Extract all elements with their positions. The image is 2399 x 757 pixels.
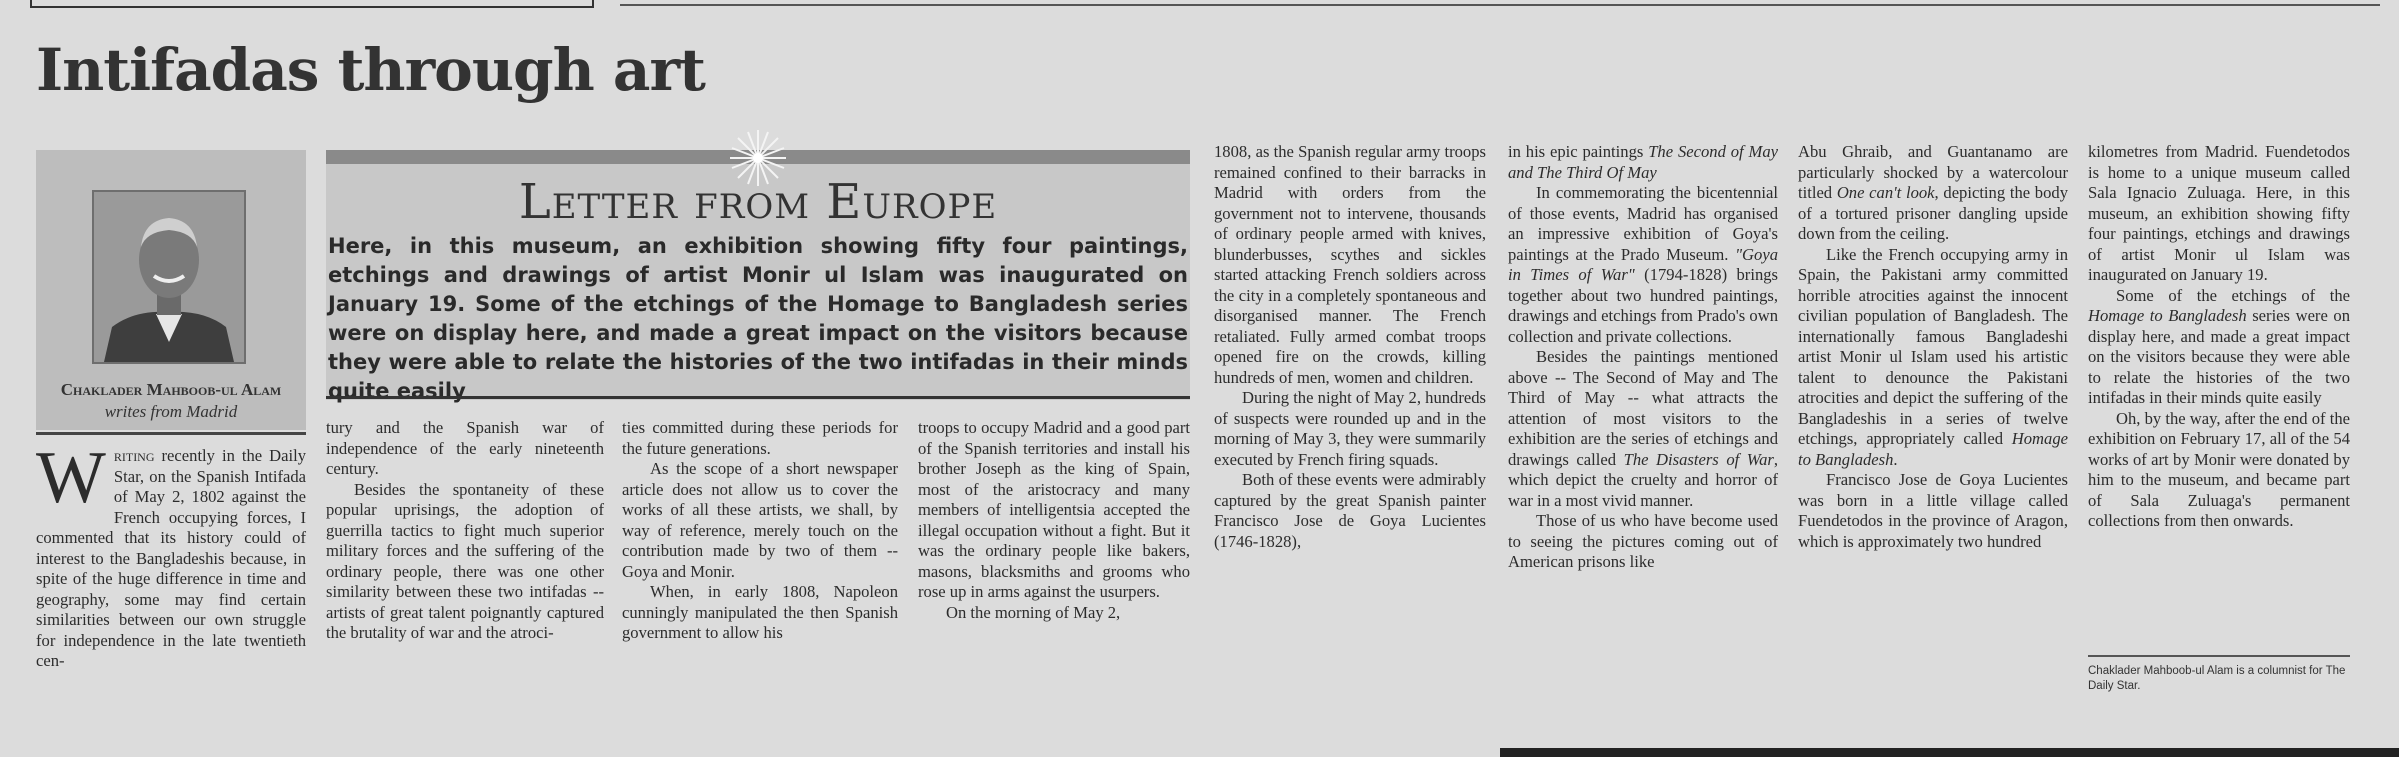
paragraph-text: Abu Ghraib, and Guantanamo are particularly shocked by a watercolour titled bbox=[1798, 142, 2068, 202]
series-title: Homage to Bangladesh bbox=[1798, 429, 2068, 469]
article-column-8 bbox=[2088, 142, 2350, 532]
article-paragraph bbox=[1508, 347, 1778, 511]
article-paragraph: troops to occupy Madrid and a good part of the Spanish territories and install his brother Joseph as the king of Spain, most of the aristocracy and many members of intelligentsia accepted the illegal occupation without a fight. But it was the ordinary people like bakers, masons, blacksmiths and grooms who rose up in arms against the usurpers. bbox=[918, 418, 1190, 601]
article-column-6 bbox=[1508, 142, 1778, 573]
article-paragraph: Oh, by the way, after the end of the exhibition on February 17, all of the 54 works of art by Monir were donated by him to the museum, and became part of Sala Zuluaga's permanent collections from then onwards. bbox=[2088, 408, 2350, 530]
author-divider bbox=[36, 432, 306, 435]
article-paragraph bbox=[1508, 183, 1778, 347]
banner-divider bbox=[326, 396, 1190, 399]
top-border-left bbox=[30, 0, 594, 8]
article-paragraph: 1808, as the Spanish regular army troops remained confined to their barracks in Madrid with orders from the government not to intervene, thousands of ordinary people armed with knives, blunderbusses, scythes and sickles started attacking French soldiers across the city in a completely spontaneous and disorganised manner. The French retaliated. Fully armed combat troops opened fire on the crowds, killing hundreds of men, women and children. bbox=[1214, 142, 1486, 387]
article-column-7 bbox=[1798, 142, 2068, 552]
article-paragraph: During the night of May 2, hundreds of suspects were rounded up and in the morning of May 3, they were summarily executed by French firing squads. bbox=[1214, 388, 1486, 469]
author-credit: Chaklader Mahboob-ul Alam is a columnist for The Daily Star. bbox=[2088, 665, 2346, 692]
article-paragraph bbox=[1798, 142, 2068, 245]
paragraph-text: recently in the Daily Star, on the Spanish Intifada of May 2, 1802 against the French occupying forces, I commented that its history could of interest to the Bangladeshis because, in spite of the huge difference in time and geography, some may find certain similarities between our own struggle for independence in the late twentieth cen- bbox=[36, 446, 306, 670]
paragraph-text: In commemorating the bicentennial of those events, Madrid has organised an impressive exhibition of Goya's paintings at the Prado Museum. bbox=[1508, 183, 1778, 264]
artwork-title: One can't look bbox=[1836, 183, 1935, 202]
credit-divider bbox=[2088, 655, 2350, 657]
series-title: The Disasters of War bbox=[1623, 449, 1774, 469]
paragraph-text: Some of the etchings of the bbox=[2116, 285, 2350, 305]
paragraph-text: , which depict the cruelty and horror of war in a most vivid manner. bbox=[1508, 449, 1778, 510]
article-paragraph: When, in early 1808, Napoleon cunningly manipulated the then Spanish government to allow his bbox=[622, 582, 898, 642]
paragraph-text: series were on display here, and made a great impact on the visitors because they were able to relate the histories of the two intifadas in their minds quite easily bbox=[2088, 306, 2350, 407]
paragraph-text: (1794-1828) brings together about two hundred paintings, drawings and etchings from Prado's own collection and private collections. bbox=[1508, 265, 1778, 346]
author-portrait-icon bbox=[94, 192, 244, 362]
section-banner bbox=[326, 150, 1190, 403]
article-paragraph: Besides the spontaneity of these popular uprisings, the adoption of guerrilla tactics to fight much superior military forces and the suffering of the ordinary people, there was one other similarity between these two intifadas -- artists of great talent poignantly captured the brutality of war and the atroci- bbox=[326, 479, 604, 642]
article-column-2 bbox=[326, 418, 604, 644]
author-box bbox=[36, 150, 306, 430]
section-intro: Here, in this museum, an exhibition showing fifty four paintings, etchings and drawings of artist Monir ul Islam was inaugurated on January 19. Some of the etchings of the Homage to Bangladesh series were on display here, and made a great impact on the visitors because they were able to relate the histories of the two intifadas in their minds quite easily bbox=[328, 234, 1188, 403]
lead-word: riting bbox=[113, 446, 155, 465]
paragraph-text: Besides the paintings mentioned above -- The Second of May and The Third of May -- what attracts the attention of most visitors to the exhibition are the series of etchings and drawings called bbox=[1508, 347, 1778, 469]
author-role: writes from Madrid bbox=[104, 402, 238, 421]
article-paragraph: tury and the Spanish war of independence of the early nineteenth century. bbox=[326, 418, 604, 478]
article-paragraph bbox=[1508, 142, 1778, 183]
author-photo bbox=[92, 190, 246, 364]
paragraph-text: , depicting the body of a tortured prisoner dangling upside down from the ceiling. bbox=[1798, 183, 2068, 243]
article-paragraph: As the scope of a short newspaper article does not allow us to cover the works of all these artists, we shall, by way of reference, merely touch on the contribution made by two of them -- Goya and Monir. bbox=[622, 459, 898, 581]
exhibition-title: "Goya in Times of War" bbox=[1508, 244, 1778, 284]
article-column-4 bbox=[918, 418, 1190, 623]
article-paragraph: Both of these events were admirably captured by the great Spanish painter Francisco Jose de Goya Lucientes (1746-1828), bbox=[1214, 470, 1486, 551]
drop-cap: W bbox=[36, 437, 106, 519]
article-column-5 bbox=[1214, 142, 1486, 552]
paragraph-text: in his epic paintings bbox=[1508, 142, 1649, 161]
article-column-3 bbox=[622, 418, 898, 644]
article-paragraph bbox=[36, 437, 306, 672]
section-title: Letter from Europe bbox=[518, 174, 998, 230]
article-column-1 bbox=[36, 437, 306, 672]
article-paragraph: On the morning of May 2, bbox=[946, 602, 1121, 622]
article-paragraph bbox=[2088, 286, 2350, 409]
painting-title: The Second of May and The Third Of May bbox=[1508, 142, 1778, 182]
top-border-right bbox=[620, 4, 2380, 6]
series-title: Homage to Bangladesh bbox=[2088, 306, 2247, 325]
page-edge-shadow bbox=[1500, 748, 2399, 757]
headline: Intifadas through art bbox=[36, 36, 705, 104]
article-paragraph: ties committed during these periods for the future generations. bbox=[622, 418, 898, 458]
article-paragraph: kilometres from Madrid. Fuendetodos is home to a unique museum called Sala Ignacio Zuluaga. Here, in this museum, an exhibition showing fifty four paintings, etchings and drawings of artist Monir ul Islam was inaugurated on January 19. bbox=[2088, 142, 2350, 284]
article-paragraph: Francisco Jose de Goya Lucientes was born in a little village called Fuendetodos in the province of Aragon, which is approximately two hundred bbox=[1798, 470, 2068, 551]
article-paragraph bbox=[1798, 245, 2068, 471]
author-name: Chaklader Mahboob-ul Alam bbox=[60, 380, 282, 399]
article-paragraph: Those of us who have become used to seeing the pictures coming out of American prisons like bbox=[1508, 511, 1778, 571]
paragraph-text: . bbox=[1893, 449, 1898, 469]
paragraph-text: Like the French occupying army in Spain, the Pakistani army committed horrible atrocities against the innocent civilian population of Bangladesh. The internationally famous Bangladeshi artist Monir ul Islam used his artistic talent to denounce the Pakistani atrocities and depict the suffering of the Bangladeshis in a series of twelve etchings, appropriately called bbox=[1798, 244, 2068, 448]
